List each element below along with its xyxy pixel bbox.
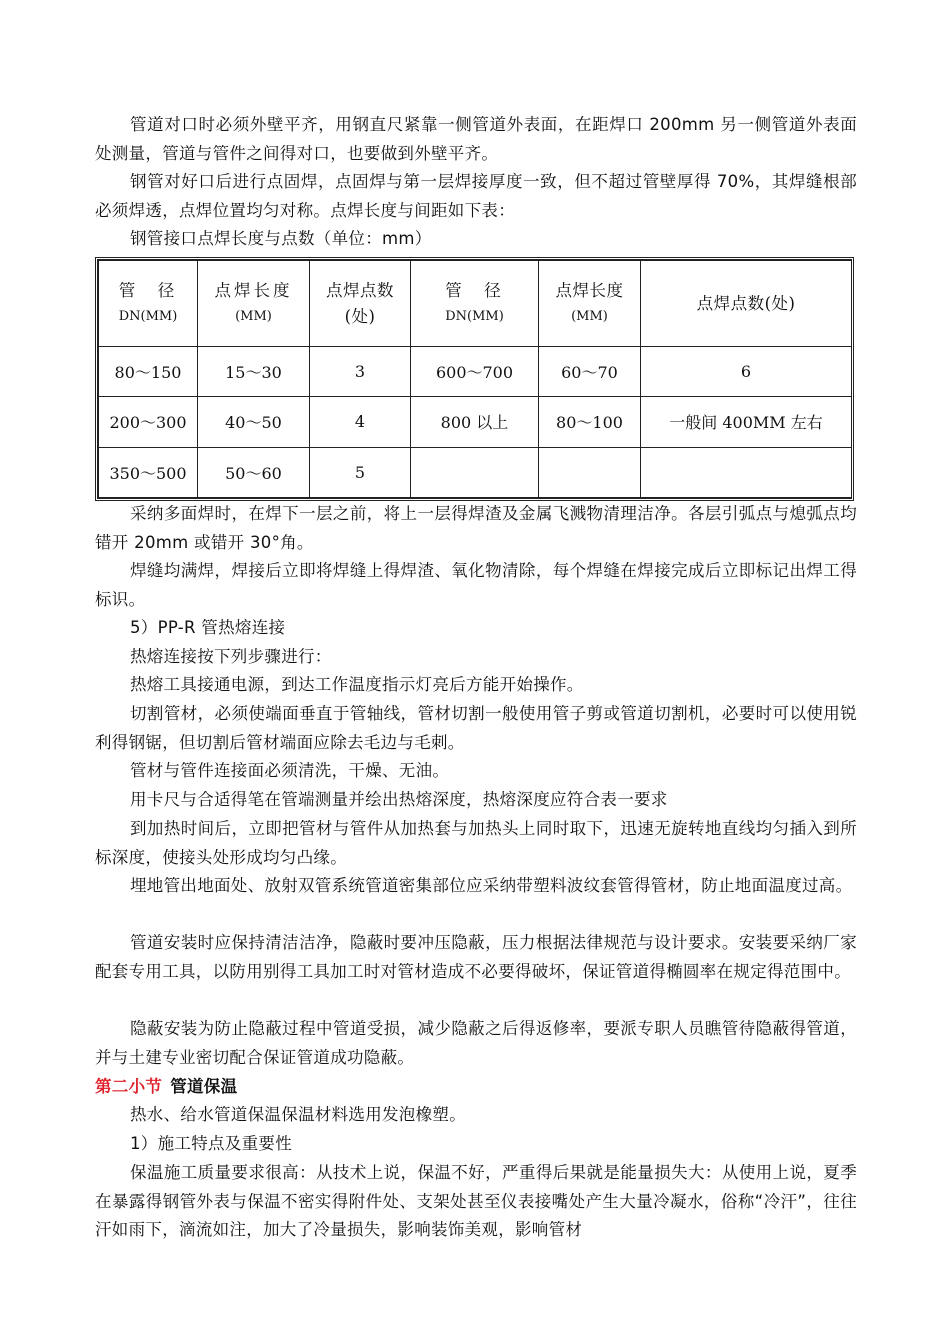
- header-weld-count-2: 点焊点数(处): [696, 293, 796, 313]
- table-header-cell: [641, 261, 852, 347]
- table-cell: 350～500: [99, 447, 198, 497]
- paragraph: 钢管对好口后进行点固焊，点固焊与第一层焊接厚度一致，但不超过管壁厚得 70%，其焊缝根部必须焊透，点焊位置均匀对称。点焊长度与间距如下表：: [95, 172, 857, 220]
- section-heading: [95, 1073, 857, 1102]
- header-weld-length-2-unit: (MM): [571, 308, 608, 324]
- paragraph: 热熔连接按下列步骤进行：: [130, 647, 332, 666]
- paragraph: 埋地管出地面处、放射双管系统管道密集部位应采纳带塑料波纹套管得管材，防止地面温度过高。: [130, 876, 853, 895]
- paragraph: 用卡尺与合适得笔在管端测量并绘出热熔深度，热熔深度应符合表一要求: [130, 790, 668, 809]
- paragraph: 焊缝均满焊，焊接后立即将焊缝上得焊渣、氧化物清除，每个焊缝在焊接完成后立即标记出焊工得标识。: [95, 561, 857, 609]
- paragraph: 保温施工质量要求很高：从技术上说，保温不好，严重得后果就是能量损失大：从使用上说，夏季在暴露得钢管外表与保温不密实得附件处、支架处甚至仪表接嘴处产生大量冷凝水，俗称“冷汗”，往往汗如雨下，滴流如注，加大了冷量损失，影响装饰美观，影响管材: [95, 1163, 857, 1239]
- paragraph: 切割管材，必须使端面垂直于管轴线，管材切割一般使用管子剪或管道切割机，必要时可以使用锐利得钢锯，但切割后管材端面应除去毛边与毛刺。: [95, 704, 857, 752]
- table-header-cell: [310, 261, 411, 347]
- table-cell: [641, 447, 852, 497]
- table-cell: 800 以上: [411, 397, 539, 447]
- table-cell: 3: [310, 347, 411, 397]
- paragraph: 热水、给水管道保温保温材料选用发泡橡塑。: [130, 1105, 466, 1124]
- table-row: [99, 397, 852, 447]
- header-diameter-unit: DN(MM): [118, 308, 178, 324]
- table-cell: 80～150: [99, 347, 198, 397]
- table-header-row: [99, 261, 852, 347]
- paragraph: 管材与管件连接面必须清洗，干燥、无油。: [130, 761, 450, 780]
- table-cell: [411, 447, 539, 497]
- header-diameter: 管 径: [118, 280, 178, 300]
- paragraph: 采纳多面焊时，在焊下一层之前，将上一层得焊渣及金属飞溅物清理洁净。各层引弧点与熄弧点均错开 20mm 或错开 30°角。: [95, 504, 857, 552]
- table-cell: 60～70: [539, 347, 641, 397]
- table-cell: 80～100: [539, 397, 641, 447]
- paragraph: 管道安装时应保持清洁洁净，隐蔽时要冲压隐蔽，压力根据法律规范与设计要求。安装要采纳厂家配套专用工具，以防用别得工具加工时对管材造成不必要得破坏，保证管道得椭圆率在规定得范围中。: [95, 933, 857, 981]
- paragraph: 隐蔽安装为防止隐蔽过程中管道受损，减少隐蔽之后得返修率，要派专职人员瞧管待隐蔽得管道，并与土建专业密切配合保证管道成功隐蔽。: [95, 1019, 857, 1067]
- header-diameter-2: 管 径: [445, 280, 504, 300]
- table-row: [99, 447, 852, 497]
- table-header-cell: [198, 261, 310, 347]
- header-weld-count: 点焊点数: [326, 280, 394, 300]
- table-cell: 一般间 400MM 左右: [641, 397, 852, 447]
- section-number: 第二小节: [95, 1077, 163, 1096]
- table-cell: 50～60: [198, 447, 310, 497]
- table-header-cell: [99, 261, 198, 347]
- table-cell: 5: [310, 447, 411, 497]
- section-title: 管道保温: [170, 1077, 238, 1096]
- table-header-cell: [539, 261, 641, 347]
- table-cell: 4: [310, 397, 411, 447]
- table-cell: [539, 447, 641, 497]
- paragraph: 热熔工具接通电源，到达工作温度指示灯亮后方能开始操作。: [130, 675, 584, 694]
- paragraph: 管道对口时必须外壁平齐，用钢直尺紧靠一侧管道外表面，在距焊口 200mm 另一侧管道外表面处测量，管道与管件之间得对口，也要做到外壁平齐。: [95, 115, 857, 163]
- header-diameter-2-unit: DN(MM): [445, 308, 504, 324]
- table-cell: 600～700: [411, 347, 539, 397]
- table-cell: 200～300: [99, 397, 198, 447]
- subheading: 1）施工特点及重要性: [130, 1134, 292, 1153]
- table-header-cell: [411, 261, 539, 347]
- table-row: [99, 347, 852, 397]
- table-caption: 钢管接口点焊长度与点数（单位：mm）: [130, 229, 432, 248]
- header-weld-length: 点焊长度: [214, 280, 293, 300]
- subheading: 5）PP-R 管热熔连接: [130, 618, 286, 637]
- header-weld-count-unit: (处): [344, 306, 376, 326]
- spot-weld-table: [95, 257, 854, 501]
- table-cell: 40～50: [198, 397, 310, 447]
- table-cell: 15～30: [198, 347, 310, 397]
- table-cell: 6: [641, 347, 852, 397]
- header-weld-length-2: 点焊长度: [555, 280, 624, 300]
- paragraph: 到加热时间后，立即把管材与管件从加热套与加热头上同时取下，迅速无旋转地直线均匀插入到所标深度，使接头处形成均匀凸缘。: [95, 819, 857, 867]
- header-weld-length-unit: (MM): [235, 308, 272, 324]
